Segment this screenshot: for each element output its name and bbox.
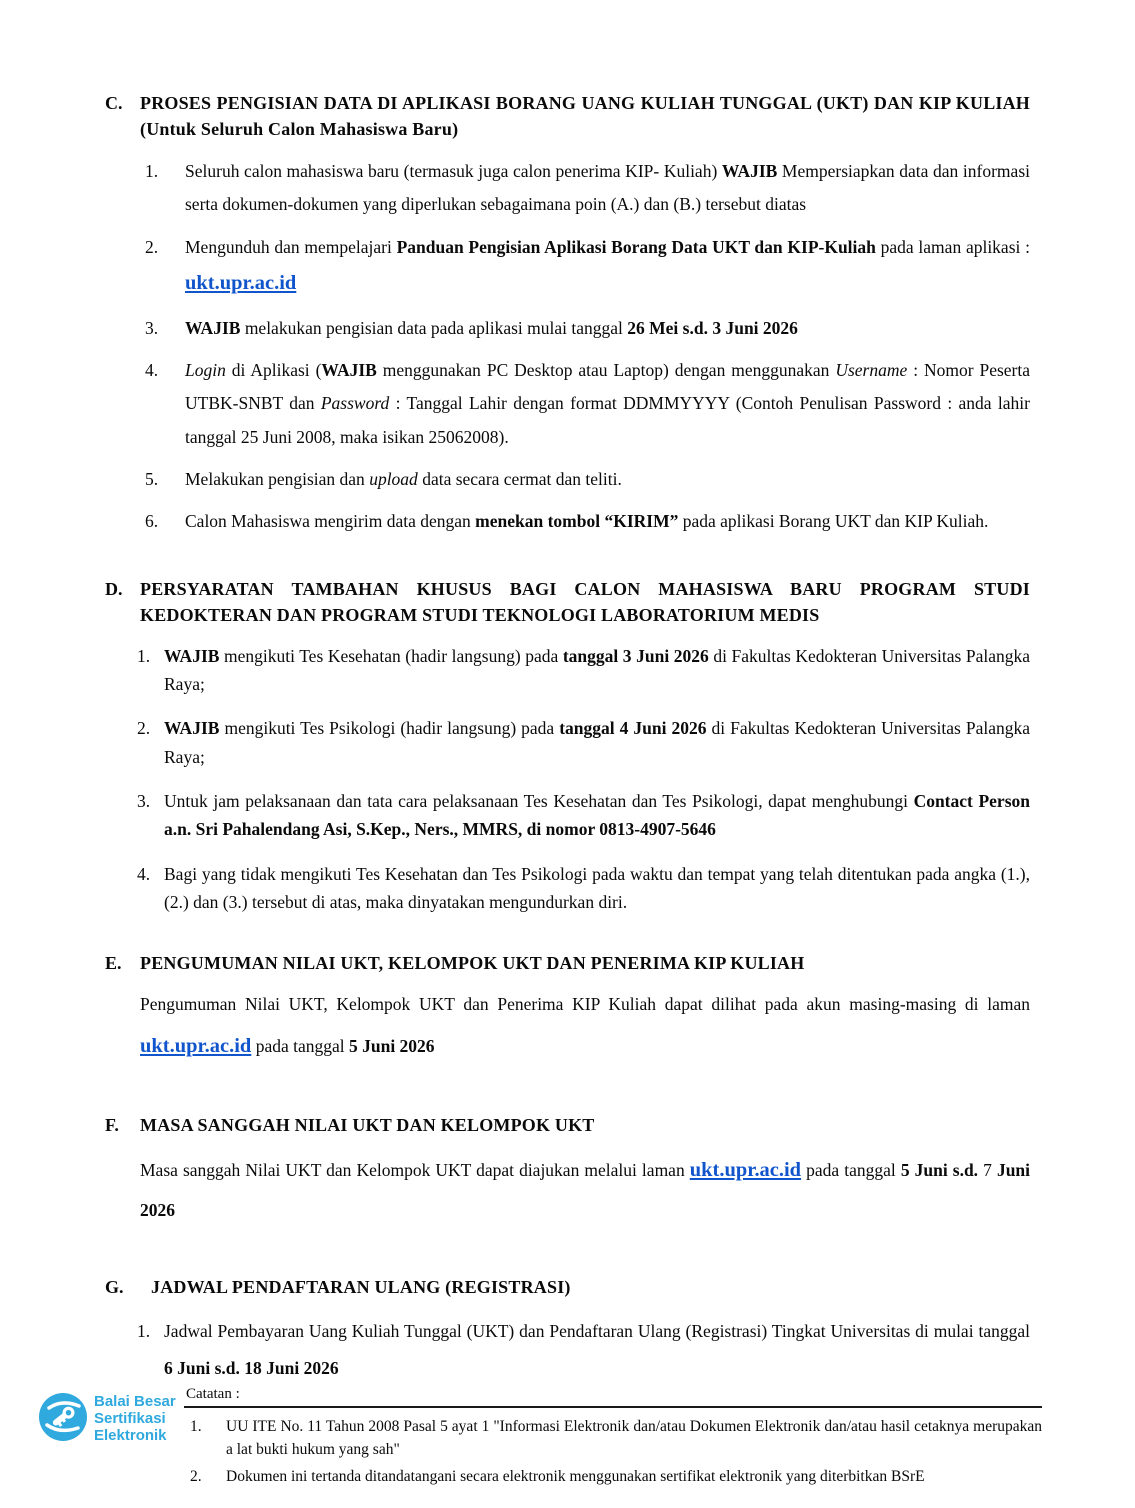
- logo-text-line: Elektronik: [94, 1426, 167, 1444]
- item-text: [185, 155, 1030, 222]
- list-item: [145, 463, 1030, 496]
- item-number: 4.: [137, 863, 151, 884]
- note-text: UU ITE No. 11 Tahun 2008 Pasal 5 ayat 1 "Informasi Elektronik dan/atau Dokumen Elektronik dan/atau hasil cetaknya merupakan a lat bukti hukum yang sah": [226, 1418, 1042, 1459]
- text-segment: melakukan pengisian data pada aplikasi mulai tanggal: [240, 317, 628, 338]
- section-f-heading: [105, 1112, 1030, 1138]
- section-letter: E.: [105, 953, 122, 974]
- text-segment: 5 Juni s.d.: [900, 1160, 979, 1181]
- section-e: [105, 950, 1030, 1068]
- text-segment: Panduan Pengisian Aplikasi Borang Data UKT dan KIP-Kuliah: [396, 236, 876, 257]
- footer-note: [184, 1415, 1042, 1462]
- section-title: PROSES PENGISIAN DATA DI APLIKASI BORANG UANG KULIAH TUNGGAL (UKT) DAN KIP KULIAH (Untuk Seluruh Calon Mahasiswa Baru): [140, 93, 1030, 140]
- item-number: 2.: [145, 236, 159, 257]
- item-text: [164, 1313, 1030, 1387]
- text-segment: 6 Juni s.d. 18 Juni 2026: [164, 1357, 339, 1378]
- text-segment: data secara cermat dan teliti.: [417, 468, 622, 489]
- text-segment: di Fakultas Kedokteran Universitas Palangka Raya;: [164, 718, 1030, 767]
- section-letter: C.: [105, 93, 123, 113]
- text-segment: Jadwal Pembayaran Uang Kuliah Tunggal (UKT) dan Pendaftaran Ulang (Registrasi) Tingkat Universitas di mulai tanggal: [164, 1320, 1030, 1341]
- logo-text-line: Balai Besar: [94, 1393, 176, 1410]
- text-segment: di Fakultas Kedokteran Universitas Palangka Raya;: [164, 645, 1030, 694]
- text-segment: Untuk jam pelaksanaan dan tata cara pelaksanaan Tes Kesehatan dan Tes Psikologi, dapat menghubungi: [164, 790, 914, 811]
- item-text: [185, 231, 1030, 303]
- text-segment: mengikuti Tes Psikologi (hadir langsung) pada: [219, 718, 560, 739]
- section-title: JADWAL PENDAFTARAN ULANG (REGISTRASI): [151, 1276, 571, 1297]
- section-letter: D.: [105, 579, 123, 600]
- text-segment: 26 Mei s.d. 3 Juni 2026: [627, 317, 798, 338]
- section-title: MASA SANGGAH NILAI UKT DAN KELOMPOK UKT: [140, 1114, 595, 1135]
- footer: [38, 1386, 1042, 1491]
- section-e-heading: [105, 950, 1030, 976]
- section-g: [105, 1274, 1030, 1387]
- bsre-logo: [38, 1386, 184, 1491]
- section-d-items: [105, 642, 1030, 917]
- logo-text-line: Sertifikasi: [94, 1409, 166, 1427]
- section-f: [105, 1112, 1030, 1230]
- note-text: Dokumen ini tertanda ditandatangani secara elektronik menggunakan sertifikat elektronik yang diterbitkan BSrE: [226, 1467, 925, 1485]
- item-number: 1.: [145, 161, 159, 182]
- section-letter: G.: [105, 1276, 124, 1297]
- text-segment: menggunakan PC Desktop atau Laptop) dengan menggunakan: [376, 360, 836, 381]
- item-number: 4.: [145, 360, 159, 381]
- footer-notes: [184, 1386, 1042, 1491]
- text-segment: WAJIB: [321, 360, 377, 381]
- text-segment: Masa sanggah Nilai UKT dan Kelompok UKT dapat diajukan melalui laman: [140, 1160, 690, 1181]
- text-segment: pada tanggal: [251, 1035, 349, 1056]
- text-segment: WAJIB: [185, 317, 241, 338]
- item-text: [185, 505, 1030, 538]
- text-segment: tanggal 3 Juni 2026: [562, 645, 709, 666]
- text-segment: Login: [185, 360, 226, 381]
- list-item: [137, 860, 1030, 917]
- text-segment: menekan tombol “KIRIM”: [475, 511, 679, 532]
- text-segment: Seluruh calon mahasiswa baru (termasuk juga calon penerima KIP- Kuliah): [185, 161, 722, 182]
- list-item: [145, 505, 1030, 538]
- list-item: [145, 354, 1030, 454]
- footer-note-list: [184, 1415, 1042, 1488]
- text-segment: Password: [320, 393, 390, 414]
- text-segment: pada aplikasi Borang UKT dan KIP Kuliah.: [678, 511, 989, 532]
- item-text: [185, 354, 1030, 454]
- note-number: 1.: [190, 1418, 202, 1435]
- item-number: 1.: [137, 1320, 151, 1341]
- list-item: [145, 155, 1030, 222]
- section-g-items: [105, 1313, 1030, 1387]
- text-segment: 5 Juni 2026: [348, 1035, 435, 1056]
- list-item: [145, 312, 1030, 345]
- section-f-body: [140, 1148, 1030, 1230]
- text-segment: 7: [978, 1160, 997, 1181]
- item-text: [164, 860, 1030, 917]
- item-number: 5.: [145, 468, 159, 489]
- note-number: 2.: [190, 1467, 202, 1485]
- section-d-heading: [105, 576, 1030, 628]
- item-text: [164, 714, 1030, 771]
- section-c: [105, 90, 1030, 538]
- item-number: 3.: [137, 790, 151, 811]
- list-item: [137, 714, 1030, 771]
- list-item: [145, 231, 1030, 303]
- text-segment: pada laman aplikasi :: [875, 236, 1030, 257]
- text-segment: Calon Mahasiswa mengirim data dengan: [185, 511, 476, 532]
- item-number: 3.: [145, 317, 159, 338]
- text-segment: Juni 2026: [140, 1160, 1031, 1221]
- text-segment: mengikuti Tes Kesehatan (hadir langsung) pada: [219, 645, 563, 666]
- section-c-items: [105, 155, 1030, 538]
- section-c-heading: [105, 90, 1030, 142]
- text-segment: WAJIB: [164, 718, 220, 739]
- text-segment: WAJIB: [721, 161, 778, 182]
- section-d: [105, 576, 1030, 916]
- item-number: 2.: [137, 718, 151, 739]
- bsre-logo-text: [94, 1392, 176, 1444]
- text-segment: : Tanggal Lahir dengan format DDMMYYYY (Contoh Penulisan Password : anda lahir tanggal 25 Juni 2008, maka isikan 25062008).: [185, 393, 1030, 447]
- list-item: [137, 1313, 1030, 1387]
- text-segment: upload: [369, 468, 418, 489]
- text-segment: Bagi yang tidak mengikuti Tes Kesehatan dan Tes Psikologi pada waktu dan tempat yang telah ditentukan pada angka (1.), (2.) dan (3.) tersebut di atas, maka dinyatakan mengundurkan diri.: [164, 863, 1030, 912]
- text-segment: Mengunduh dan mempelajari: [185, 236, 397, 257]
- text-segment: WAJIB: [164, 645, 220, 666]
- text-segment: Contact Person a.n. Sri Pahalendang Asi, S.Kep., Ners., MMRS, di nomor 0813-4907-5646: [164, 790, 1030, 840]
- item-number: 6.: [145, 511, 159, 532]
- catatan-label: Catatan :: [184, 1386, 1042, 1408]
- item-text: [164, 787, 1030, 844]
- list-item: [137, 787, 1030, 844]
- link-ukt-upr-ac-id[interactable]: ukt.upr.ac.id: [689, 1159, 802, 1182]
- text-segment: Melakukan pengisian dan: [185, 468, 370, 489]
- item-text: [185, 463, 1030, 496]
- section-title: PENGUMUMAN NILAI UKT, KELOMPOK UKT DAN PENERIMA KIP KULIAH: [140, 953, 805, 974]
- text-segment: di Aplikasi (: [225, 360, 322, 381]
- text-segment: Pengumuman Nilai UKT, Kelompok UKT dan Penerima KIP Kuliah dapat dilihat pada akun masing-masing di laman: [140, 994, 1030, 1015]
- section-title: PERSYARATAN TAMBAHAN KHUSUS BAGI CALON MAHASISWA BARU PROGRAM STUDI KEDOKTERAN DAN PROGRAM STUDI TEKNOLOGI LABORATORIUM MEDIS: [140, 579, 1030, 626]
- link-ukt-upr-ac-id[interactable]: ukt.upr.ac.id: [185, 271, 297, 294]
- text-segment: tanggal 4 Juni 2026: [559, 718, 707, 739]
- footer-note: [184, 1465, 1042, 1488]
- item-text: [185, 312, 1030, 345]
- item-text: [164, 642, 1030, 699]
- bsre-globe-key-icon: [38, 1392, 88, 1442]
- text-segment: Username: [835, 360, 908, 381]
- section-g-heading: [105, 1274, 1030, 1300]
- text-segment: : Nomor Peserta UTBK-SNBT dan: [185, 360, 1031, 414]
- link-ukt-upr-ac-id[interactable]: ukt.upr.ac.id: [140, 1034, 252, 1057]
- list-item: [137, 642, 1030, 699]
- section-e-body: [140, 986, 1030, 1068]
- text-segment: pada tanggal: [801, 1160, 901, 1181]
- section-letter: F.: [105, 1114, 119, 1135]
- item-number: 1.: [137, 645, 151, 666]
- text-segment: Mempersiapkan data dan informasi serta dokumen-dokumen yang diperlukan sebagaimana poin (A.) dan (B.) tersebut diatas: [185, 161, 1030, 215]
